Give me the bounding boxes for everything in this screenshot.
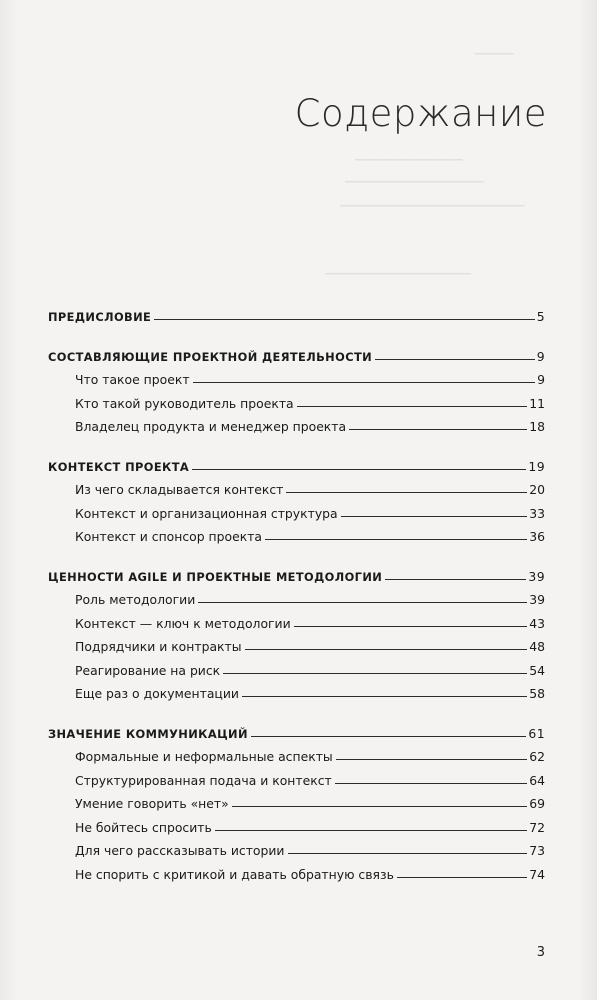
toc-entry-page: 54 — [529, 662, 545, 678]
toc-section-entry[interactable] — [48, 726, 545, 750]
toc-entry-title: Для чего рассказывать истории — [75, 843, 285, 858]
toc-entry[interactable] — [48, 396, 545, 420]
toc-entry-page: 74 — [529, 866, 545, 882]
toc-entry[interactable] — [48, 529, 545, 553]
toc-entry-title: Контекст и организационная структура — [75, 505, 338, 521]
toc-entry-title: Из чего складывается контекст — [75, 482, 284, 497]
toc-entry-title: ЗНАЧЕНИЕ КОММУНИКАЦИЙ — [48, 726, 248, 741]
toc-entry-page: 58 — [529, 686, 545, 701]
toc-entry-page: 39 — [528, 568, 545, 584]
toc-leader-line — [192, 469, 526, 470]
toc-entry-title: Роль методологии — [75, 592, 196, 607]
bleed-through-text: ▁▁▁▁▁▁▁▁▁▁▁▁▁▁▁▁▁▁▁▁▁▁▁▁ — [340, 196, 525, 207]
toc-entry[interactable] — [48, 592, 545, 616]
toc-entry-page: 62 — [529, 749, 545, 764]
toc-entry-title: Контекст — ключ к методологии — [75, 615, 291, 631]
toc-leader-line — [288, 853, 528, 854]
toc-leader-line — [297, 406, 528, 407]
toc-entry-page: 39 — [529, 592, 545, 607]
toc-entry[interactable] — [48, 867, 545, 891]
toc-leader-line — [215, 830, 527, 831]
toc-entry-page: 69 — [529, 796, 545, 811]
toc-leader-line — [341, 516, 528, 517]
toc-entry-title: Формальные и неформальные аспекты — [75, 749, 333, 764]
toc-entry-title: Кто такой руководитель проекта — [75, 395, 294, 411]
toc-leader-line — [397, 877, 527, 878]
table-of-contents — [48, 309, 545, 890]
toc-leader-line — [251, 736, 527, 737]
toc-entry[interactable] — [48, 372, 545, 396]
toc-entry[interactable] — [48, 663, 545, 687]
toc-entry-title: Владелец продукта и менеджер проекта — [75, 419, 347, 434]
toc-entry-page: 18 — [529, 419, 545, 434]
toc-leader-line — [385, 579, 526, 580]
toc-entry-page: 9 — [537, 372, 545, 387]
toc-entry-page: 72 — [529, 819, 545, 835]
toc-entry-page: 61 — [528, 725, 545, 741]
toc-leader-line — [242, 696, 527, 697]
toc-section-entry[interactable] — [48, 309, 545, 333]
toc-entry-title: Подрядчики и контракты — [75, 639, 242, 654]
toc-entry[interactable] — [48, 749, 545, 773]
toc-leader-line — [349, 429, 527, 430]
bleed-through-text: ▁▁▁▁▁▁▁▁▁▁▁▁▁▁▁▁▁▁ — [345, 172, 484, 183]
toc-entry-page: 73 — [529, 843, 545, 858]
section-gap — [48, 553, 545, 569]
toc-entry[interactable] — [48, 506, 545, 530]
toc-entry-page: 20 — [529, 482, 545, 497]
toc-entry-page: 19 — [528, 458, 545, 474]
toc-entry-title: ПРЕДИСЛОВИЕ — [48, 310, 152, 324]
toc-entry[interactable] — [48, 796, 545, 820]
toc-entry-title: Не спорить с критикой и давать обратную связь — [75, 866, 394, 882]
toc-leader-line — [223, 673, 527, 674]
toc-entry-title: СОСТАВЛЯЮЩИЕ ПРОЕКТНОЙ ДЕЯТЕЛЬНОСТИ — [48, 349, 373, 364]
toc-entry[interactable] — [48, 419, 545, 443]
toc-entry-page: 5 — [536, 309, 545, 324]
toc-leader-line — [335, 783, 527, 784]
toc-entry-title: Реагирование на риск — [75, 662, 221, 678]
toc-entry-page: 11 — [529, 395, 545, 411]
toc-leader-line — [198, 602, 527, 603]
toc-entry-title: Что такое проект — [75, 372, 190, 387]
section-gap — [48, 443, 545, 459]
section-gap — [48, 710, 545, 726]
toc-entry-title: Не бойтесь спросить — [75, 819, 212, 835]
toc-entry-title: КОНТЕКСТ ПРОЕКТА — [48, 459, 190, 474]
toc-entry-page: 48 — [529, 639, 545, 654]
toc-entry-page: 43 — [529, 615, 545, 631]
toc-section-entry[interactable] — [48, 349, 545, 373]
toc-entry-page: 9 — [536, 348, 545, 364]
toc-leader-line — [336, 759, 528, 760]
toc-entry-title: Контекст и спонсор проекта — [75, 529, 263, 544]
toc-entry[interactable] — [48, 686, 545, 710]
toc-leader-line — [193, 382, 536, 383]
toc-leader-line — [286, 492, 527, 493]
toc-entry[interactable] — [48, 820, 545, 844]
toc-entry[interactable] — [48, 482, 545, 506]
toc-leader-line — [265, 539, 527, 540]
toc-entry[interactable] — [48, 639, 545, 663]
section-gap — [48, 333, 545, 349]
page-title: Содержание — [294, 92, 547, 135]
bleed-through-text: ▁▁▁▁▁▁▁▁▁▁▁▁▁▁ — [355, 150, 463, 161]
toc-entry[interactable] — [48, 773, 545, 797]
toc-leader-line — [232, 806, 528, 807]
toc-section-entry[interactable] — [48, 569, 545, 593]
toc-entry[interactable] — [48, 843, 545, 867]
toc-entry-title: Структурированная подача и контекст — [75, 772, 332, 788]
bleed-through-text: ▁▁▁▁▁▁▁▁▁▁▁▁▁▁▁▁▁▁▁ — [325, 264, 472, 275]
toc-leader-line — [245, 649, 528, 650]
toc-entry-page: 64 — [529, 772, 545, 788]
toc-leader-line — [154, 319, 534, 320]
toc-leader-line — [375, 359, 535, 360]
toc-entry[interactable] — [48, 616, 545, 640]
toc-entry-page: 33 — [529, 505, 545, 521]
bleed-through-text: ▁▁▁▁▁ — [475, 44, 514, 55]
toc-entry-title: ЦЕННОСТИ AGILE И ПРОЕКТНЫЕ МЕТОДОЛОГИИ — [48, 569, 383, 584]
toc-entry-title: Умение говорить «нет» — [75, 796, 229, 811]
toc-section-entry[interactable] — [48, 459, 545, 483]
toc-leader-line — [294, 626, 528, 627]
page-number: 3 — [536, 945, 545, 960]
toc-entry-title: Еще раз о документации — [75, 686, 239, 701]
toc-entry-page: 36 — [529, 529, 545, 544]
